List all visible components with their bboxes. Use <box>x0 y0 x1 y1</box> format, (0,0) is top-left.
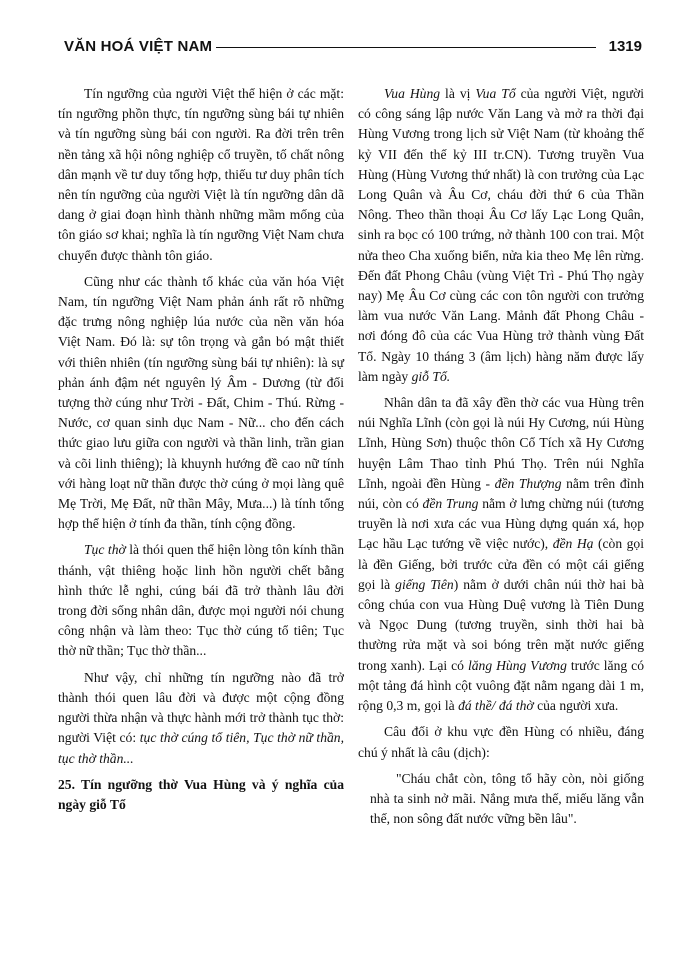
paragraph: Cũng như các thành tố khác của văn hóa Việt Nam, tín ngưỡng Việt Nam phản ánh rất rõ những đặc trưng nông nghiệp lúa nước của nền văn hóa Việt Nam. Đó là: sự tôn trọng và gắn bó mật thiết với thiên nhiên (tín ngưỡng sùng bái tự nhiên): là sự phản ánh đậm nét nguyên lý Âm - Dương (từ đối tượng thờ cúng như Trời - Đất, Chim - Thú. Rừng - Nước, cơ quan sinh dục Nam - Nữ... cho đến cách thức giao lưu giữa con người và thần linh, trần gian và cõi linh thiêng); là khuynh hướng đề cao nữ tính với hàng loạt nữ thần được thờ cúng ở mọi làng quê Mẹ Trời, Mẹ Đất, nữ thần Mây, Mưa...) là tính tổng hợp thể hiện ở tính đa thần, tính cộng đồng. <box>58 273 344 532</box>
term-da-the: đá thề/ đá thờ <box>458 698 534 714</box>
term-vua-hung: Vua Hùng <box>384 86 441 101</box>
paragraph: Câu đối ở khu vực đền Hùng có nhiều, đáng chú ý nhất là câu (dịch): <box>358 724 644 760</box>
paragraph-text: của người xưa. <box>533 698 619 714</box>
paragraph-text: là thói quen thể hiện lòng tôn kính thần thánh, vật thiêng hoặc linh hồn người chết bằng hình thức lễ nghi, cúng bái đã trở thành lâu đời trong đời sống nhân dân, được mọi người nói chung công nhận và làm theo: Tục thờ cúng tổ tiên; Tục thờ nữ thần; Tục thờ thần... <box>58 542 344 659</box>
right-column <box>358 84 644 835</box>
paragraph <box>58 540 344 661</box>
paragraph <box>58 668 344 769</box>
paragraph-text: Như vậy, chỉ những tín ngưỡng nào đã trở thành thói quen lâu đời và được một cộng đồng người thừa nhận và thực hành mới trở thành tục thờ: người Việt có: <box>58 669 344 746</box>
paragraph-text: nằm ở lưng chừng núi (tương truyền là nơi xưa các vua Hùng dựng quán xá, họp Lạc hầu Lạc tướng về việc nước), <box>358 496 644 552</box>
paragraph-text: là vị <box>440 86 476 101</box>
term-lang-hung-vuong: lăng Hùng Vương <box>467 657 567 673</box>
paragraph <box>358 84 644 387</box>
term-gieng-tien: giếng Tiên <box>395 576 454 592</box>
paragraph-text: trước lăng có một tảng đá hình cột vuông đặt nằm ngang dài 1 m, rộng 0,3 m, gọi là <box>358 657 644 714</box>
paragraph-text: của người Việt, người có công sáng lập nước Văn Lang và mở ra thời đại Hùng Vương trong lịch sử Việt Nam (từ khoảng thế kỷ VII đến thế kỷ III tr.CN). Tương truyền Vua Hùng (Hùng Vương thứ nhất) là con trưởng của Lạc Long Quân và Âu Cơ, cháu đời thứ 6 của Thần Nông. Theo thần thoại Âu Cơ lấy Lạc Long Quân, sinh ra bọc có 100 trứng, nở thành 100 con trai. Một nửa theo Cha xuống biển, nửa kia theo Mẹ lên rừng. Đến đất Phong Châu (vùng Việt Trì - Phú Thọ ngày nay) Mẹ Âu Cơ cùng các con tôn người con trưởng làm vua nước Văn Lang. Mảnh đất Phong Châu - nơi đóng đô của các Vua Hùng trở thành vùng Đất Tổ. Ngày 10 tháng 3 (âm lịch) hàng năm được lấy làm ngày <box>358 86 644 384</box>
paragraph-text: ) nằm ở dưới chân núi thờ hai bà công chúa con vua Hùng Duệ vương là Tiên Dung và Ngọc Dung (tương truyền, sinh thời hai bà thường rửa mặt và soi bóng trên mặt nước giếng trong xanh). Lại có <box>358 576 644 673</box>
page-header <box>64 38 642 64</box>
term-vua-to: Vua Tổ <box>475 86 516 101</box>
term-den-thuong: đền Thượng <box>494 475 562 491</box>
term-gio-to: giỗ Tổ. <box>411 368 451 384</box>
term-den-trung: đền Trung <box>422 496 479 512</box>
term-tuc-tho: Tục thờ <box>84 542 126 558</box>
paragraph-text: nằm trên đỉnh núi, còn có <box>358 475 644 512</box>
page-number: 1319 <box>608 38 642 55</box>
section-heading: 25. Tín ngưỡng thờ Vua Hùng và ý nghĩa của ngày giỗ Tổ <box>58 776 344 812</box>
couplet-quote: "Cháu chắt còn, tông tổ hãy còn, nòi giống nhà ta sinh nở mãi. Nắng mưa thế, miếu lăng vẫn thế, non sông đất nước vững bền lâu". <box>370 770 644 827</box>
paragraph: Tín ngưỡng của người Việt thể hiện ở các mặt: tín ngưỡng phồn thực, tín ngưỡng sùng bái tự nhiên và tín ngưỡng sùng bái con người. Ra đời trên trên nền tảng xã hội nông nghiệp cổ truyền, tố chất nông dân mạnh về tư duy tổng hợp, thiếu tư duy phân tích nên tín ngưỡng của người Việt là tín ngưỡng dân dã dang ở giai đoạn hình thành những mầm mống của tôn giáo sơ khai; nghĩa là tín ngưỡng Việt Nam chưa chuyển được thành tôn giáo. <box>58 86 344 263</box>
italic-list: tục thờ cúng tổ tiên, Tục thờ nữ thần, tục thờ thần... <box>58 730 344 766</box>
running-title: VĂN HOÁ VIỆT NAM <box>64 38 213 55</box>
paragraph-text: Nhân dân ta đã xây đền thờ các vua Hùng trên núi Nghĩa Lĩnh (còn gọi là núi Hy Cương, núi Hùng Lĩnh, Hùng Sơn) thuộc thôn Cổ Tích xã Hy Cương huyện Lâm Thao tỉnh Phú Thọ. Trên núi Nghĩa Lĩnh, ngoài đền Hùng - <box>358 395 644 491</box>
paragraph <box>358 393 644 716</box>
header-rule <box>216 47 596 48</box>
paragraph-text: (còn gọi là đền Giếng, bởi trước cửa đền có một cái giếng gọi là <box>358 536 645 592</box>
term-den-ha: đền Hạ <box>552 536 594 552</box>
left-column <box>58 84 344 821</box>
